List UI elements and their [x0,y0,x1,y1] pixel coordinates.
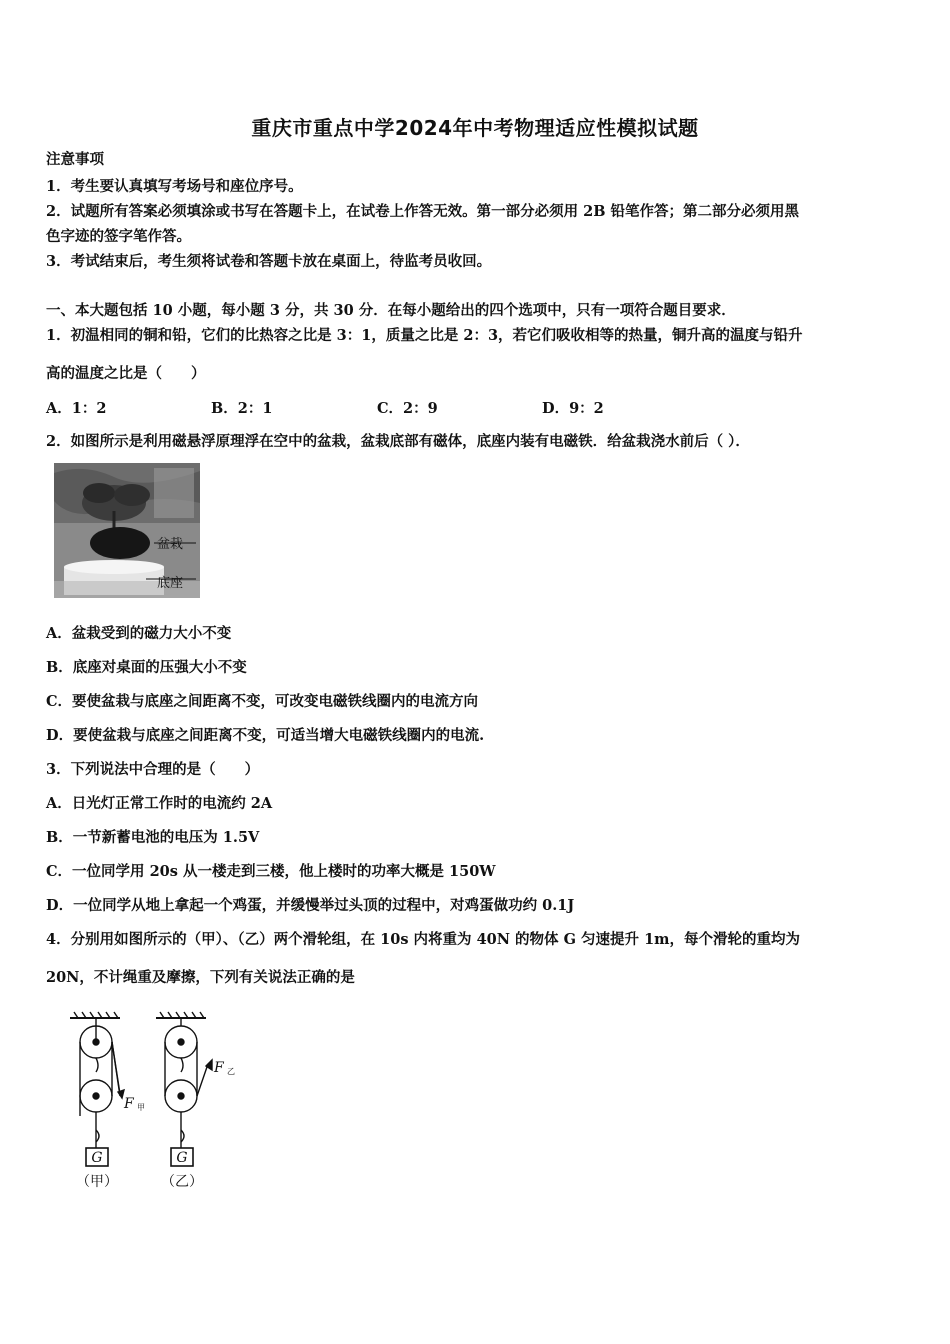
force-sub-jia: 甲 [137,1103,145,1112]
q4-stem-line2: 20N，不计绳重及摩擦，下列有关说法正确的是 [46,969,355,986]
q2-option-a: A．盆栽受到的磁力大小不变 [46,625,232,642]
maglev-plant-photo [54,463,200,598]
caption-jia: （甲） [76,1174,118,1190]
q3-option-c: C．一位同学用 20s 从一楼走到三楼，他上楼时的功率大概是 150W [46,863,496,880]
q1-option-a: A．1：2 [46,400,107,417]
note-item-3: 3．考试结束后，考生须将试卷和答题卡放在桌面上，待监考员收回。 [46,253,492,270]
page-title: 重庆市重点中学2024年中考物理适应性模拟试题 [251,116,699,140]
section-intro: 一、本大题包括 10 小题，每小题 3 分，共 30 分．在每小题给出的四个选项中，只有一项符合题目要求． [46,302,736,319]
q2-option-b: B．底座对桌面的压强大小不变 [46,659,247,676]
q1-option-d: D．9：2 [542,400,604,417]
q2-option-d: D．要使盆栽与底座之间距离不变，可适当增大电磁铁线圈内的电流. [46,727,485,744]
force-sub-yi: 乙 [227,1067,235,1076]
load-label-jia: G [91,1150,103,1166]
q3-option-b: B．一节新蓄电池的电压为 1.5V [46,829,260,846]
label-base: 底座 [157,576,184,591]
q2-option-c: C．要使盆栽与底座之间距离不变，可改变电磁铁线圈内的电流方向 [46,693,479,710]
note-item-2-cont: 色字迹的签字笔作答。 [46,228,191,245]
note-item-2: 2．试题所有答案必须填涂或书写在答题卡上，在试卷上作答无效。第一部分必须用 2B 铅笔作答；第二部分必须用黑 [46,203,800,220]
q3-option-d: D．一位同学从地上拿起一个鸡蛋，并缓慢举过头顶的过程中，对鸡蛋做功约 0.1J [46,897,575,914]
pulley-systems-figure [60,1010,260,1195]
pulley-yi [156,1012,212,1166]
q3-stem: 3．下列说法中合理的是（ ） [46,761,260,778]
q1-stem-line1: 1．初温相同的铜和铅，它们的比热容之比是 3：1，质量之比是 2：3，若它们吸收相等的热量，铜升高的温度与铅升 [46,327,803,344]
force-label-yi: F [214,1060,224,1076]
q3-option-a: A．日光灯正常工作时的电流约 2A [46,795,273,812]
q2-stem: 2．如图所示是利用磁悬浮原理浮在空中的盆栽，盆栽底部有磁体，底座内装有电磁铁．给盆栽浇水前后（ ）． [46,433,750,450]
q4-stem-line1: 4．分别用如图所示的（甲）、（乙）两个滑轮组，在 10s 内将重为 40N 的物体 G 匀速提升 1m，每个滑轮的重均为 [46,931,801,948]
note-item-1: 1．考生要认真填写考场号和座位序号。 [46,178,303,195]
caption-yi: （乙） [161,1174,203,1190]
q1-option-c: C．2：9 [377,400,438,417]
force-label-jia: F [124,1096,134,1112]
notes-heading: 注意事项 [46,151,104,168]
label-pot: 盆栽 [157,537,184,552]
q1-stem-line2: 高的温度之比是（ ） [46,365,206,382]
load-label-yi: G [176,1150,188,1166]
q1-option-b: B．2：1 [211,400,273,417]
pulley-jia [70,1012,124,1166]
